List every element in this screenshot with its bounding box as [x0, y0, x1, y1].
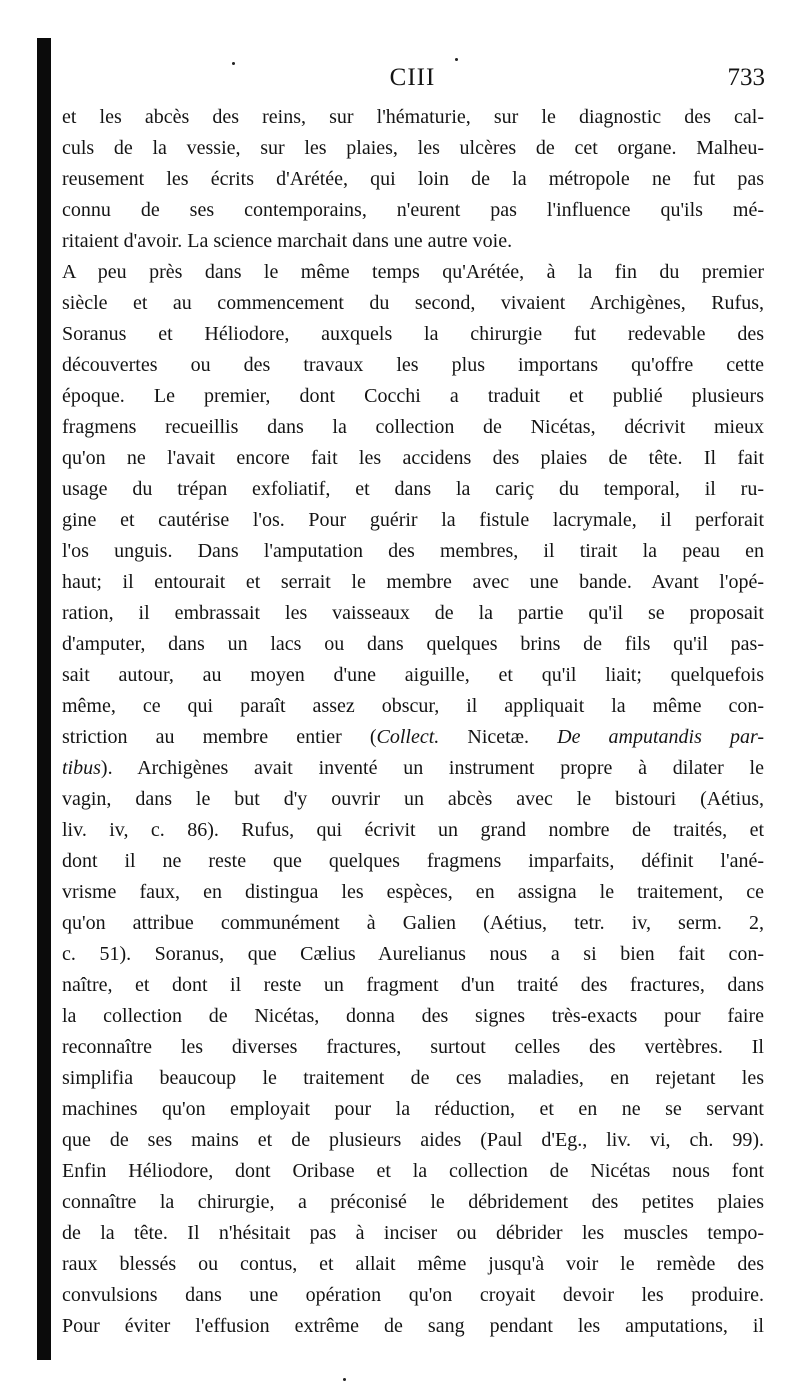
text-line	[62, 474, 764, 505]
italic-citation: tibus	[62, 757, 101, 779]
text-line-content: A peu près dans le même temps qu'Arétée, à la fin du premier	[62, 261, 764, 283]
scan-binding-edge	[37, 38, 51, 1360]
body-text	[62, 102, 764, 1342]
text-line	[62, 1001, 764, 1032]
text-line-content: reusement les écrits d'Arétée, qui loin de la métropole ne fut pas	[62, 168, 764, 190]
text-line	[62, 133, 764, 164]
text-line-content: vrisme faux, en distingua les espèces, en assigna le traitement, ce	[62, 881, 764, 903]
text-line	[62, 815, 764, 846]
text-line-content: culs de la vessie, sur les plaies, les ulcères de cet organe. Malheu-	[62, 137, 764, 159]
text-line-content: siècle et au commencement du second, vivaient Archigènes, Rufus,	[62, 292, 764, 314]
text-line-content: raux blessés ou contus, et allait même jusqu'à voir le remède des	[62, 1253, 764, 1275]
text-line-content: que de ses mains et de plusieurs aides (Paul d'Eg., liv. vi, ch. 99).	[62, 1129, 764, 1151]
text-line	[62, 443, 764, 474]
text-line-content: c. 51). Soranus, que Cælius Aurelianus nous a si bien fait con-	[62, 943, 764, 965]
text-line	[62, 319, 764, 350]
text-line-content: simplifia beaucoup le traitement de ces maladies, en rejetant les	[62, 1067, 764, 1089]
text-line	[62, 846, 764, 877]
text-line-content: connaître la chirurgie, a préconisé le débridement des petites plaies	[62, 1191, 764, 1213]
text-line	[62, 722, 764, 753]
text-line	[62, 753, 764, 784]
text-line-content: découvertes ou des travaux les plus importans qu'offre cette	[62, 354, 764, 376]
text-line-content: usage du trépan exfoliatif, et dans la cariç du temporal, il ru-	[62, 478, 764, 500]
text-line	[62, 350, 764, 381]
text-line	[62, 257, 764, 288]
text-line	[62, 970, 764, 1001]
text-line-content: même, ce qui paraît assez obscur, il appliquait la même con-	[62, 695, 764, 717]
text-line	[62, 598, 764, 629]
text-line-content: convulsions dans une opération qu'on croyait devoir les produire.	[62, 1284, 764, 1306]
text-line-content: d'amputer, dans un lacs ou dans quelques brins de fils qu'il pas-	[62, 633, 764, 655]
text-line-content: naître, et dont il reste un fragment d'un traité des fractures, dans	[62, 974, 764, 996]
text-line	[62, 660, 764, 691]
text-line	[62, 1125, 764, 1156]
text-line-content: Soranus et Héliodore, auxquels la chirurgie fut redevable des	[62, 323, 764, 345]
text-line	[62, 226, 764, 257]
page-number: 733	[727, 64, 765, 91]
text-line-content: ration, il embrassait les vaisseaux de la partie qu'il se proposait	[62, 602, 764, 624]
page-header	[60, 64, 765, 100]
text-line	[62, 629, 764, 660]
text-line-content: gine et cautérise l'os. Pour guérir la fistule lacrymale, il perforait	[62, 509, 764, 531]
text-line	[62, 1032, 764, 1063]
text-line-content: et les abcès des reins, sur l'hématurie, sur le diagnostic des cal-	[62, 106, 764, 128]
text-line-content: fragmens recueillis dans la collection de Nicétas, décrivit mieux	[62, 416, 764, 438]
text-line-content: sait autour, au moyen d'une aiguille, et qu'il liait; quelquefois	[62, 664, 764, 686]
text-line-content: vagin, dans le but d'y ouvrir un abcès avec le bistouri (Aétius,	[62, 788, 764, 810]
text-line-content: de la tête. Il n'hésitait pas à inciser ou débrider les muscles tempo-	[62, 1222, 764, 1244]
page-heading: CIII	[389, 64, 436, 91]
text-line	[62, 1063, 764, 1094]
ink-speck	[343, 1378, 346, 1381]
text-line	[62, 1218, 764, 1249]
text-line	[62, 1094, 764, 1125]
text-line	[62, 505, 764, 536]
text-line	[62, 536, 764, 567]
text-line	[62, 1280, 764, 1311]
text-line	[62, 1249, 764, 1280]
text-line-content: striction au membre entier (	[62, 726, 377, 748]
text-line	[62, 939, 764, 970]
text-line	[62, 908, 764, 939]
ink-speck	[232, 62, 235, 65]
text-line-content: dont il ne reste que quelques fragmens imparfaits, définit l'ané-	[62, 850, 764, 872]
text-line-content: Nicetæ.	[439, 726, 558, 748]
text-line	[62, 288, 764, 319]
text-line-content: la collection de Nicétas, donna des signes très-exacts pour faire	[62, 1005, 764, 1027]
text-line	[62, 567, 764, 598]
text-line-content: qu'on attribue communément à Galien (Aétius, tetr. iv, serm. 2,	[62, 912, 764, 934]
text-line	[62, 1311, 764, 1342]
text-line	[62, 784, 764, 815]
text-line	[62, 102, 764, 133]
text-line-content: Pour éviter l'effusion extrême de sang pendant les amputations, il	[62, 1315, 764, 1337]
text-line-content: reconnaître les diverses fractures, surtout celles des vertèbres. Il	[62, 1036, 764, 1058]
text-line	[62, 691, 764, 722]
text-line-content: liv. iv, c. 86). Rufus, qui écrivit un grand nombre de traités, et	[62, 819, 764, 841]
text-line-content: l'os unguis. Dans l'amputation des membres, il tirait la peau en	[62, 540, 764, 562]
text-line	[62, 1156, 764, 1187]
text-line-content: qu'on ne l'avait encore fait les accidens des plaies de tête. Il fait	[62, 447, 764, 469]
text-line-content: connu de ses contemporains, n'eurent pas l'influence qu'ils mé-	[62, 199, 764, 221]
text-line	[62, 1187, 764, 1218]
ink-speck	[455, 58, 458, 61]
text-line-content: Enfin Héliodore, dont Oribase et la collection de Nicétas nous font	[62, 1160, 764, 1182]
text-line-content: machines qu'on employait pour la réduction, et en ne se servant	[62, 1098, 764, 1120]
text-line-content: haut; il entourait et serrait le membre avec une bande. Avant l'opé-	[62, 571, 764, 593]
text-line	[62, 164, 764, 195]
text-line	[62, 381, 764, 412]
italic-citation: Collect.	[376, 726, 440, 748]
text-line-content: ). Archigènes avait inventé un instrument propre à dilater le	[100, 757, 764, 779]
text-line-content: époque. Le premier, dont Cocchi a traduit et publié plusieurs	[62, 385, 764, 407]
italic-citation: De amputandis par-	[557, 726, 765, 748]
text-line	[62, 195, 764, 226]
text-line	[62, 412, 764, 443]
text-line-content: ritaient d'avoir. La science marchait dans une autre voie.	[62, 230, 513, 252]
text-line	[62, 877, 764, 908]
